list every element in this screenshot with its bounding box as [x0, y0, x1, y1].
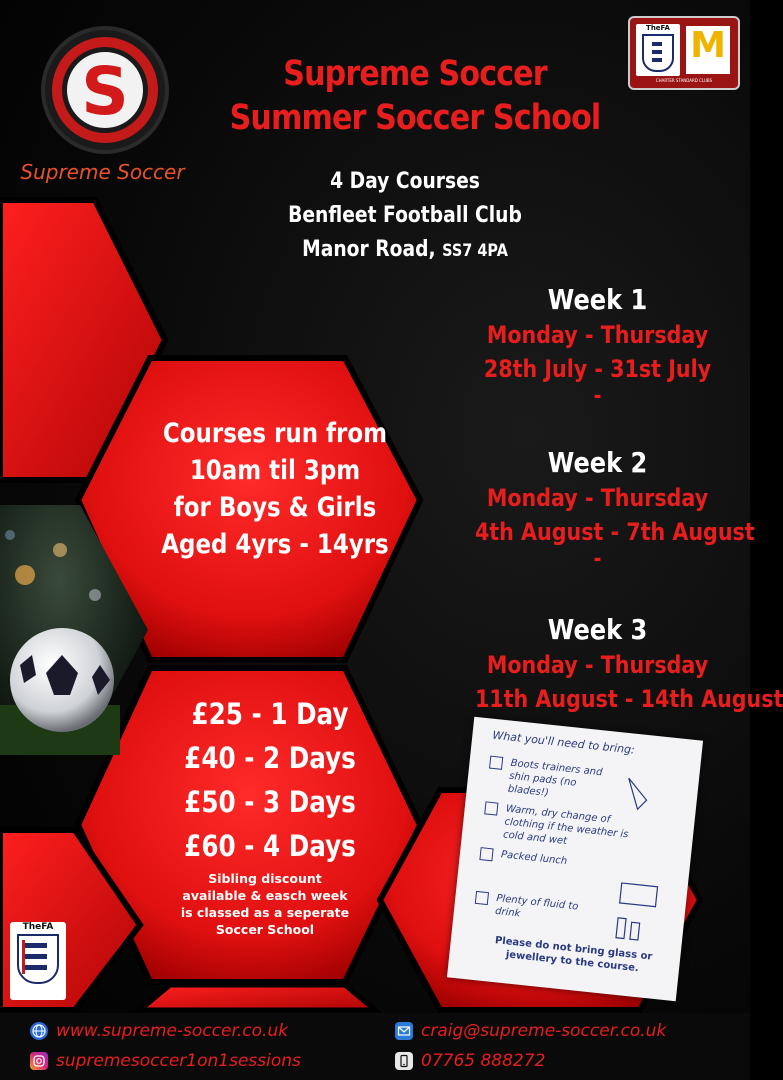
- email-link[interactable]: craig@supreme-soccer.co.uk: [421, 1021, 667, 1041]
- sibling-discount-note: [160, 870, 370, 938]
- price-3-days: £50 - 3 Days: [184, 785, 356, 819]
- course-info-line-4: Aged 4yrs - 14yrs: [161, 529, 389, 560]
- week-3-label: Week 3: [547, 613, 648, 646]
- logo-text: Supreme Soccer: [20, 160, 185, 184]
- kit-checklist-note: [447, 717, 703, 1002]
- footer-website[interactable]: [30, 1021, 288, 1041]
- checkbox-icon: [475, 891, 489, 905]
- discount-line-1: Sibling discount: [208, 871, 322, 886]
- week-2-separator: -: [593, 547, 602, 572]
- supreme-soccer-logo: [30, 20, 180, 160]
- course-info: [143, 415, 407, 563]
- checklist-item: Packed lunch: [479, 846, 600, 872]
- course-info-line-2: 10am til 3pm: [189, 455, 361, 486]
- instagram-handle[interactable]: supremesoccer1on1sessions: [56, 1051, 301, 1071]
- checkbox-icon: [479, 847, 493, 861]
- globe-icon: [30, 1022, 48, 1040]
- three-lions-icon: [17, 934, 59, 984]
- venue-road: Manor Road,: [302, 237, 443, 262]
- title-line-1: Supreme Soccer: [283, 54, 547, 94]
- venue-line-3: [273, 233, 537, 268]
- course-info-line-1: Courses run from: [162, 418, 388, 449]
- footer-phone[interactable]: [395, 1051, 545, 1071]
- football-photo: [0, 505, 150, 755]
- course-info-line-3: for Boys & Girls: [173, 492, 377, 523]
- phone-icon: [395, 1052, 413, 1070]
- discount-line-4: Soccer School: [215, 922, 315, 937]
- email-icon: [395, 1022, 413, 1040]
- mcdonalds-logo-icon: M: [686, 26, 730, 74]
- website-link[interactable]: www.supreme-soccer.co.uk: [56, 1021, 289, 1041]
- instagram-icon: [30, 1052, 48, 1070]
- title-line-2: Summer Soccer School: [229, 98, 601, 138]
- week-1-separator: -: [593, 384, 602, 409]
- venue-postcode: SS7 4PA: [442, 241, 508, 261]
- charter-standard-badge: [628, 16, 740, 90]
- contact-footer: [0, 1013, 750, 1080]
- discount-line-3: is classed as a seperate: [180, 905, 350, 920]
- phone-number[interactable]: 07765 888272: [421, 1051, 546, 1071]
- checklist-item: Boots trainers and shin pads (no blades!): [486, 755, 609, 806]
- week-3-dates: 11th August - 14th August: [474, 685, 783, 713]
- week-2-dates: 4th August - 7th August: [474, 518, 755, 546]
- checklist-title: What you'll need to bring:: [491, 728, 636, 757]
- venue-line-2: Benfleet Football Club: [288, 203, 522, 228]
- checklist-footer: Please do not bring glass or jewellery to the course.: [494, 935, 653, 975]
- venue-line-1: 4 Day Courses: [330, 169, 480, 194]
- footer-email[interactable]: [395, 1021, 666, 1041]
- footer-instagram[interactable]: [30, 1051, 301, 1071]
- week-2-label: Week 2: [547, 446, 648, 479]
- fa-badge-text: TheFA: [22, 922, 54, 932]
- week-3-days: Monday - Thursday: [486, 651, 709, 679]
- week-3-block: [474, 612, 783, 716]
- week-1-dates: 28th July - 31st July: [483, 355, 712, 383]
- week-2-days: Monday - Thursday: [486, 484, 709, 512]
- fa-badge: [10, 922, 66, 1000]
- price-4-days: £60 - 4 Days: [184, 829, 356, 863]
- checklist-item: Plenty of fluid to drink: [474, 890, 596, 928]
- discount-line-2: available & easch week: [182, 888, 348, 903]
- checkbox-icon: [484, 801, 498, 815]
- hex-bottom-middle: [140, 985, 375, 1010]
- logo-letter: S: [81, 53, 129, 130]
- fa-crest-icon: TheFA: [636, 24, 680, 76]
- week-1-block: [475, 282, 720, 408]
- checklist-item: Warm, dry change of clothing if the weather is cold and wet: [482, 800, 635, 854]
- price-2-days: £40 - 2 Days: [184, 741, 356, 775]
- week-1-label: Week 1: [547, 283, 648, 316]
- kit-sketch-icon: [602, 762, 680, 947]
- week-1-days: Monday - Thursday: [486, 321, 709, 349]
- checkbox-icon: [489, 756, 503, 770]
- badge-caption: CHARTER STANDARD CLUBS: [655, 78, 713, 83]
- price-1-day: £25 - 1 Day: [191, 697, 349, 731]
- price-list: [138, 692, 402, 868]
- week-2-block: [474, 445, 755, 572]
